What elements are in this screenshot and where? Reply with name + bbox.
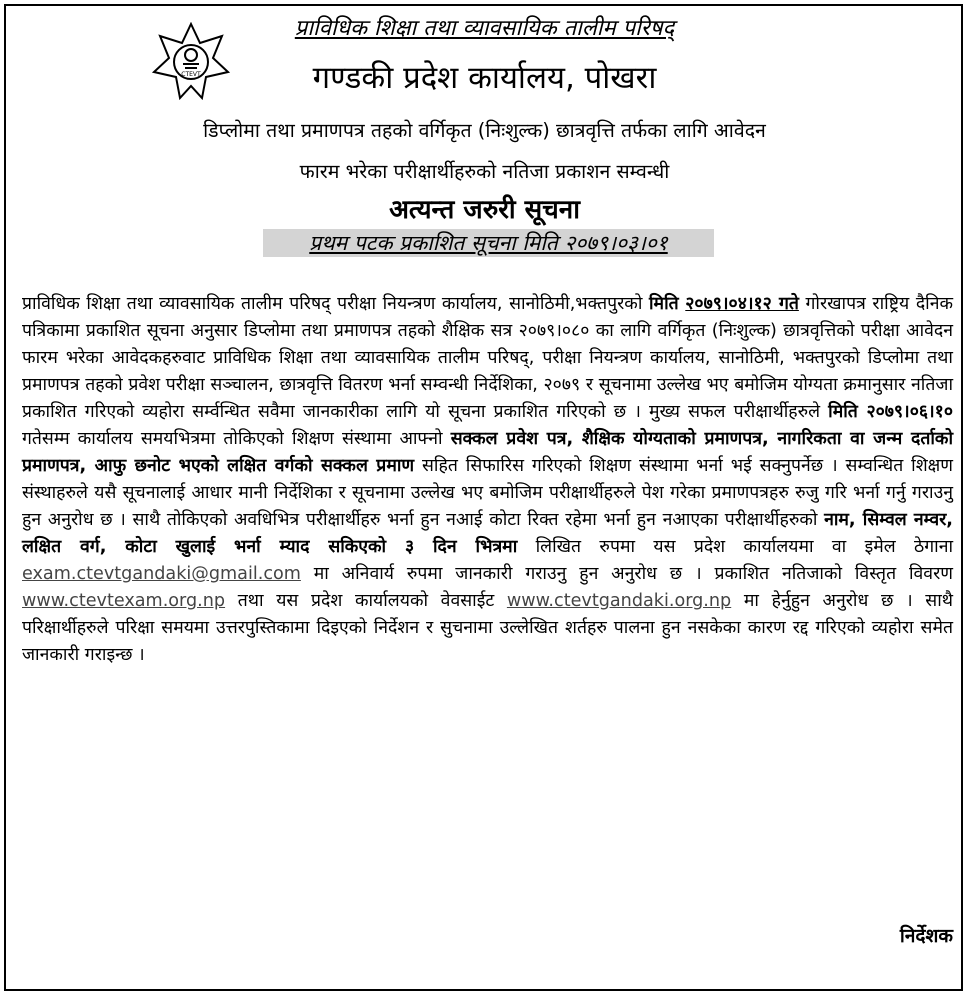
body-text-7: तथा यस प्रदेश कार्यालयको वेवसाईट [225,591,507,611]
required-documents: सक्कल प्रवेश पत्र, शैक्षिक योग्यताको प्रमाणपत्र, नागरिकता वा जन्म दर्ताको प्रमाणपत्र, आफु छनोट भएको लक्षित वर्गको सक्कल प्रमाण [22,429,953,476]
body-text-2: गोरखापत्र राष्ट्रिय दैनिक पत्रिकामा प्रकाशित सूचना अनुसार डिप्लोमा तथा प्रमाणपत्र तहको शैक्षिक सत्र २०७९।०८० का लागि वर्गिकृत (निःशुल्क) छात्रवृत्तिको परीक्षा आवेदन फारम भरेका आवेदकहरुवाट प्राविधिक शिक्षा तथा व्यावसायिक तालीम परिषद्, परीक्षा नियन्त्रण कार्यालय, सानोठिमी, भक्तपुरको डिप्लोमा तथा प्रमाणपत्र तहको प्रवेश परीक्षा सञ्चालन, छात्रवृत्ति वितरण भर्ना सम्वन्धी निर्देशिका, २०७९ र सूचनामा उल्लेख भए बमोजिम योग्यता क्रमानुसार नतिजा प्रकाशित गरिएको व्यहोरा सर्म्वन्धित सवैमा जानकारीका लागि यो सूचना प्रकाशित गरिएको छ । मुख्य सफल परीक्षार्थीहरुले [22,294,953,422]
notice-body [22,291,953,669]
body-text-3: गतेसम्म कार्यालय समयभित्रमा तोकिएको शिक्षण संस्थामा आफ्नो [22,429,451,449]
body-text-4: सहित सिफारिस गरिएको शिक्षण संस्थामा भर्ना भई सक्नुपर्नेछ । सम्वन्धित शिक्षण संस्थाहरुले यसै सूचनालाई आधार मानी निर्देशिका र सूचनामा उल्लेख भए बमोजिम परीक्षार्थीहरुले पेश गरेका प्रमाणपत्रहरु रुजु गरि भर्ना गर्नु गराउनु हुन अनुरोध छ । साथै तोकिएको अवधिभित्र परीक्षार्थीहरु भर्ना हुन नआई कोटा रिक्त रहेमा भर्ना हुन नआएका परीक्षार्थीहरुको [22,456,953,530]
report-fields: नाम, सिम्वल नम्वर, लक्षित वर्ग, कोटा खुलाई भर्ना म्याद सकिएको ३ दिन भित्रमा [22,510,953,557]
first-published-banner [263,229,714,257]
office-name: गण्डकी प्रदेश कार्यालय, पोखरा [312,60,657,96]
body-text-5: लिखित रुपमा यस प्रदेश कार्यालयमा वा इमेल ठेगाना [517,537,954,557]
signature-title: निर्देशक [899,925,953,947]
council-name: प्राविधिक शिक्षा तथा व्यावसायिक तालीम परिषद् [294,16,675,41]
admission-deadline: मिति २०७९।०६।१० [828,402,953,422]
body-date-label: मिति [649,294,679,314]
website-link-gandaki[interactable]: www.ctevtgandaki.org.np [506,591,732,611]
subtitle-line-2: फारम भरेका परीक्षार्थीहरुको नतिजा प्रकाशन सम्वन्धी [299,160,670,183]
first-published-text: प्रथम पटक प्रकाशित सूचना मिति २०७९।०३।०१ [309,231,668,255]
subtitle-line-1: डिप्लोमा तथा प्रमाणपत्र तहको वर्गिकृत (निःशुल्क) छात्रवृत्ति तर्फका लागि आवेदन [203,119,766,142]
body-text-6: मा अनिवार्य रुपमा जानकारी गराउनु हुन अनुरोध छ । प्रकाशित नतिजाको विस्तृत विवरण [300,564,953,584]
svg-text:CTEVT: CTEVT [181,71,201,78]
body-date: २०७९।०४।१२ गते [685,294,799,314]
website-link-exam[interactable]: www.ctevtexam.org.np [22,591,226,611]
body-text-1: प्राविधिक शिक्षा तथा व्यावसायिक तालीम परिषद् परीक्षा नियन्त्रण कार्यालय, सानोठिमी,भक्तपुरको [22,294,649,314]
body-text-8: मा हेर्नुहुन अनुरोध छ । साथै परिक्षार्थीहरुले परिक्षा समयमा उत्तरपुस्तिकामा दिइएको निर्देशन र सुचनामा उल्लेखित शर्तहरु पालना हुन नसकेका कारण रद्द गरिएको व्यहोरा समेत जानकारी गराइन्छ । [22,591,953,665]
email-link[interactable]: exam.ctevtgandaki@gmail.com [22,564,301,584]
notice-title: अत्यन्त जरुरी सूचना [389,195,580,225]
